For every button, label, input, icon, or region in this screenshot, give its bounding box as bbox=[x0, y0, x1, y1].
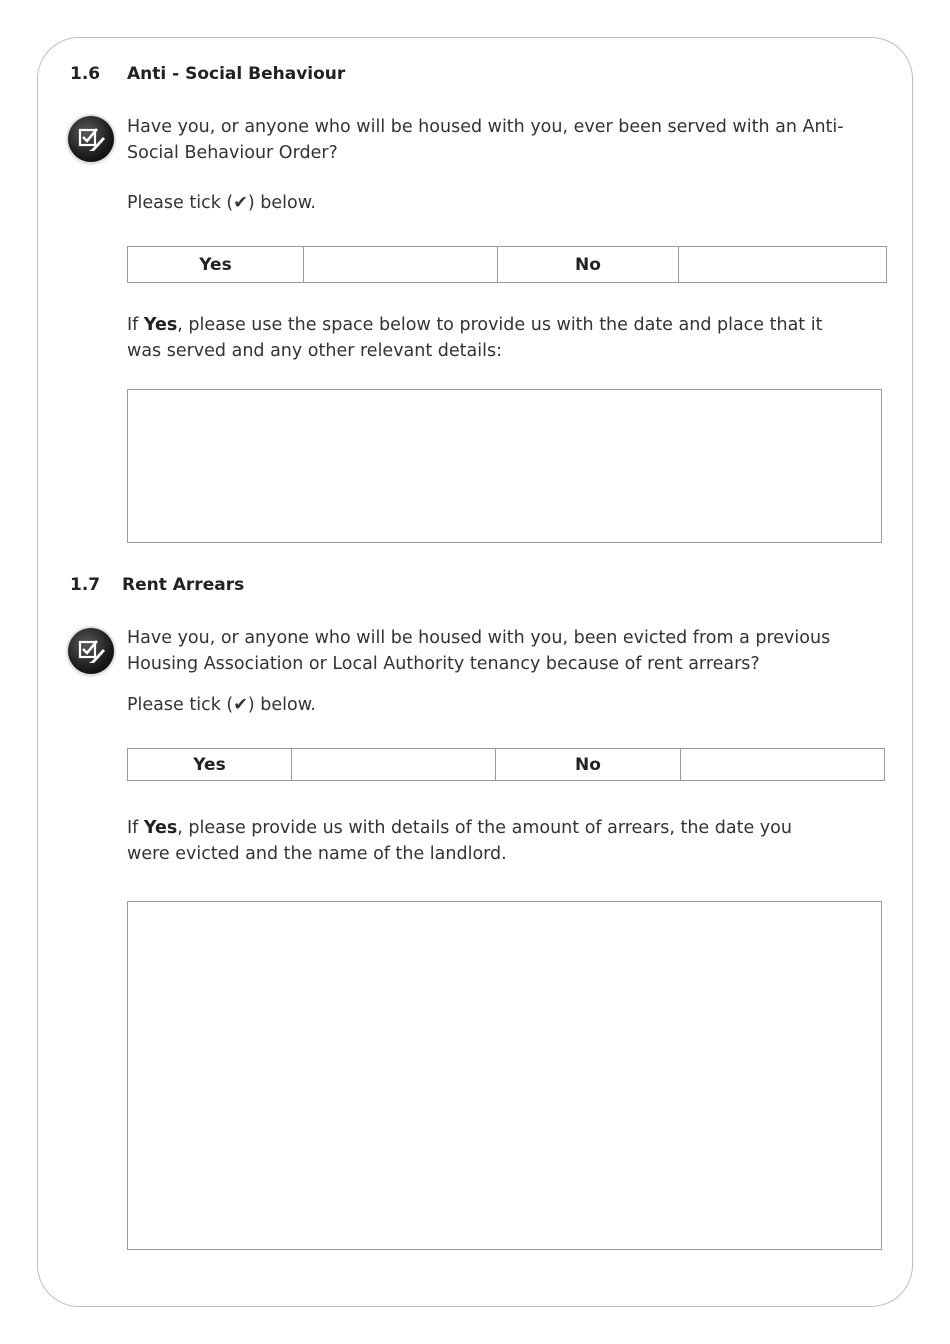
question-text: Have you, or anyone who will be housed with you, ever been served with an Anti-Social Behaviour Order? bbox=[127, 117, 844, 163]
section-number: 1.6 bbox=[70, 64, 101, 84]
section-number: 1.7 bbox=[70, 575, 101, 595]
section-title: Rent Arrears bbox=[122, 575, 245, 595]
yes-label-cell: Yes bbox=[128, 247, 304, 282]
followup-prefix: If bbox=[127, 315, 144, 335]
form-tick-icon bbox=[68, 116, 114, 162]
details-answer-box[interactable] bbox=[127, 901, 882, 1250]
section-heading-1-6 bbox=[70, 64, 470, 88]
no-label-cell: No bbox=[498, 247, 679, 282]
yes-tick-cell[interactable] bbox=[304, 247, 498, 282]
yes-no-table bbox=[127, 246, 887, 283]
followup-rest: , please use the space below to provide us with the date and place that it was served and any other relevant details: bbox=[127, 315, 823, 361]
no-tick-cell[interactable] bbox=[681, 749, 884, 780]
form-tick-icon bbox=[68, 628, 114, 674]
followup-bold: Yes bbox=[143, 818, 178, 838]
details-answer-box[interactable] bbox=[127, 389, 882, 543]
followup-text bbox=[127, 815, 817, 867]
followup-prefix: If bbox=[127, 818, 144, 838]
followup-text bbox=[127, 312, 827, 364]
yes-label-cell: Yes bbox=[128, 749, 292, 780]
yes-tick-cell[interactable] bbox=[292, 749, 496, 780]
section-title: Anti - Social Behaviour bbox=[127, 64, 346, 84]
followup-bold: Yes bbox=[143, 315, 178, 335]
followup-rest: , please provide us with details of the amount of arrears, the date you were evicted and the name of the landlord. bbox=[127, 818, 792, 864]
question-text: Have you, or anyone who will be housed with you, been evicted from a previous Housing Association or Local Authority tenancy because of rent arrears? bbox=[127, 628, 831, 674]
no-label-cell: No bbox=[496, 749, 681, 780]
tick-instruction: Please tick (✔) below. bbox=[127, 695, 316, 715]
yes-no-table bbox=[127, 748, 885, 781]
section-heading-1-7 bbox=[70, 575, 470, 599]
tick-instruction: Please tick (✔) below. bbox=[127, 193, 316, 213]
no-tick-cell[interactable] bbox=[679, 247, 886, 282]
